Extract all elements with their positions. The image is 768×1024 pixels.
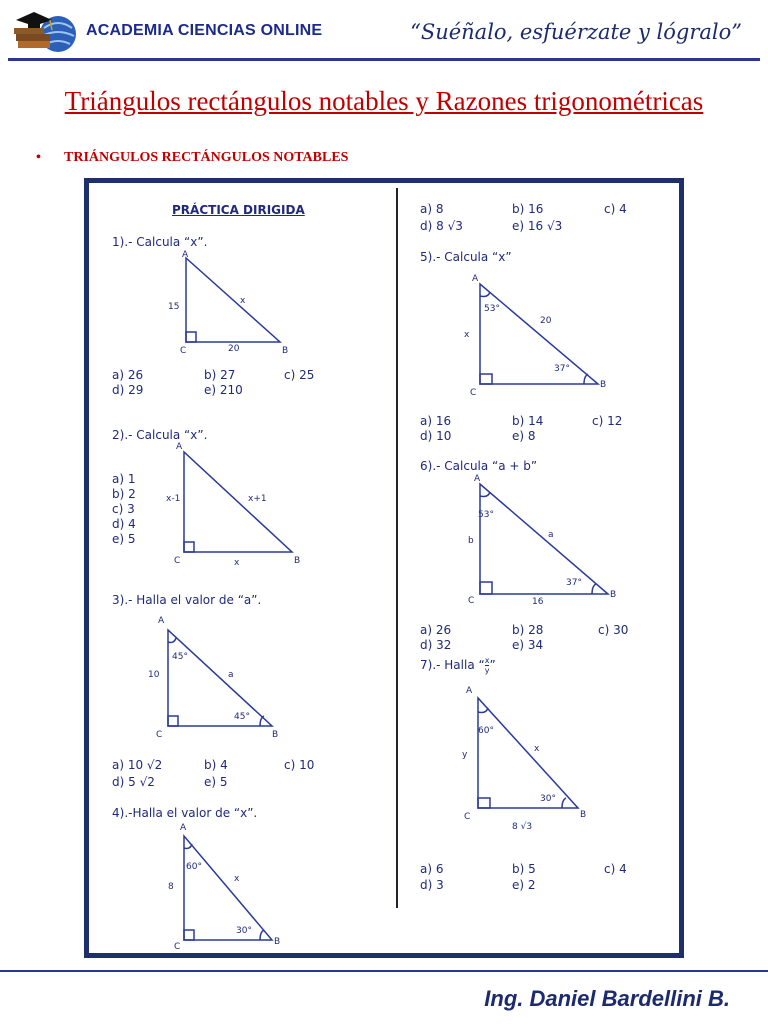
p7-option-a[interactable]: a) 6 <box>420 862 444 876</box>
p7-angle-a: 60° <box>478 726 494 736</box>
footer-divider <box>0 970 768 972</box>
p4-vertex-b: B <box>274 937 281 947</box>
p1-vertex-c: C <box>180 346 187 356</box>
p2-side-x-1: x-1 <box>166 494 181 504</box>
p6-vertex-b: B <box>610 590 617 600</box>
p6-angle-b: 37° <box>566 578 582 588</box>
p3-hyp-a: a <box>228 670 234 680</box>
p1-hyp-x: x <box>240 296 246 306</box>
p4-option-d[interactable]: d) 8 √3 <box>420 219 463 233</box>
p5-vertex-c: C <box>470 388 477 398</box>
footer-author: Ing. Daniel Bardellini B. <box>484 986 730 1011</box>
problem-7-question <box>420 656 496 675</box>
p4-side-8: 8 <box>168 882 174 892</box>
p4-hyp-x: x <box>234 874 240 884</box>
p4-vertex-c: C <box>174 942 181 952</box>
p2-vertex-a: A <box>176 442 183 452</box>
p6-side-16: 16 <box>532 597 544 607</box>
p7-question-suffix: ” <box>489 658 496 672</box>
p3-side-10: 10 <box>148 670 160 680</box>
p2-vertex-c: C <box>174 556 181 566</box>
p7-vertex-b: B <box>580 810 587 820</box>
p7-option-b[interactable]: b) 5 <box>512 862 536 876</box>
page-title: Triángulos rectángulos notables y Razones trigonométricas <box>64 86 704 116</box>
p4-angle-a: 60° <box>186 862 202 872</box>
p3-option-a[interactable]: a) 10 √2 <box>112 758 163 772</box>
problem-4-question: 4).-Halla el valor de “x”. <box>112 806 258 820</box>
p5-angle-a: 53° <box>484 304 500 314</box>
column-divider <box>396 188 398 908</box>
problem-6-question: 6).- Calcula “a + b” <box>420 459 538 473</box>
p3-vertex-a: A <box>158 616 165 626</box>
p1-option-e[interactable]: e) 210 <box>204 383 243 397</box>
p2-option-d[interactable]: d) 4 <box>112 517 136 531</box>
p6-option-e[interactable]: e) 34 <box>512 638 544 652</box>
p2-option-a[interactable]: a) 1 <box>112 472 136 486</box>
p5-angle-b: 37° <box>554 364 570 374</box>
p3-angle-a: 45° <box>172 652 188 662</box>
p7-option-e[interactable]: e) 2 <box>512 878 536 892</box>
p4-option-c[interactable]: c) 4 <box>604 202 627 216</box>
page-header <box>0 0 768 66</box>
p7-frac-num: x <box>484 656 490 665</box>
p2-option-b[interactable]: b) 2 <box>112 487 136 501</box>
p1-option-c[interactable]: c) 25 <box>284 368 315 382</box>
p6-option-b[interactable]: b) 28 <box>512 623 544 637</box>
problem-5-question: 5).- Calcula “x” <box>420 250 512 264</box>
brand-name: ACADEMIA CIENCIAS ONLINE <box>86 22 323 39</box>
p6-option-a[interactable]: a) 26 <box>420 623 452 637</box>
problem-2-question: 2).- Calcula “x”. <box>112 428 208 442</box>
p5-vertex-a: A <box>472 274 479 284</box>
p7-hyp-x: x <box>534 744 540 754</box>
p3-vertex-b: B <box>272 730 279 740</box>
p6-angle-a: 53° <box>478 510 494 520</box>
p4-option-b[interactable]: b) 16 <box>512 202 544 216</box>
p2-side-x: x <box>234 558 240 568</box>
section-heading-text: TRIÁNGULOS RECTÁNGULOS NOTABLES <box>64 150 349 165</box>
p1-option-d[interactable]: d) 29 <box>112 383 144 397</box>
p7-option-c[interactable]: c) 4 <box>604 862 627 876</box>
p3-option-e[interactable]: e) 5 <box>204 775 228 789</box>
header-divider <box>8 58 760 61</box>
p2-option-c[interactable]: c) 3 <box>112 502 135 516</box>
p5-option-e[interactable]: e) 8 <box>512 429 536 443</box>
p6-option-d[interactable]: d) 32 <box>420 638 452 652</box>
p7-vertex-c: C <box>464 812 471 822</box>
p7-question-prefix: 7).- Halla “ <box>420 658 485 672</box>
p7-side-y: y <box>462 750 468 760</box>
p4-angle-b: 30° <box>236 926 252 936</box>
p2-hyp-x+1: x+1 <box>248 494 267 504</box>
p7-vertex-a: A <box>466 686 473 696</box>
p6-hyp-a: a <box>548 530 554 540</box>
section-heading <box>36 150 348 166</box>
p4-option-e[interactable]: e) 16 √3 <box>512 219 563 233</box>
bullet-icon: • <box>36 150 41 165</box>
p3-option-d[interactable]: d) 5 √2 <box>112 775 155 789</box>
p3-angle-b: 45° <box>234 712 250 722</box>
p3-vertex-c: C <box>156 730 163 740</box>
p3-option-c[interactable]: c) 10 <box>284 758 315 772</box>
p3-option-b[interactable]: b) 4 <box>204 758 228 772</box>
problem-1-question: 1).- Calcula “x”. <box>112 235 208 249</box>
p4-vertex-a: A <box>180 823 187 833</box>
p5-vertex-b: B <box>600 380 607 390</box>
p1-vertex-b: B <box>282 346 289 356</box>
p4-option-a[interactable]: a) 8 <box>420 202 444 216</box>
p6-option-c[interactable]: c) 30 <box>598 623 629 637</box>
p7-side-8root3: 8 √3 <box>512 822 533 832</box>
academy-logo-icon <box>10 4 82 54</box>
p5-option-d[interactable]: d) 10 <box>420 429 452 443</box>
p5-option-a[interactable]: a) 16 <box>420 414 452 428</box>
practice-frame <box>84 178 684 958</box>
p1-vertex-a: A <box>182 250 189 260</box>
p2-option-e[interactable]: e) 5 <box>112 532 136 546</box>
motto: “Suéñalo, esfuérzate y lógralo” <box>410 20 742 44</box>
p5-option-c[interactable]: c) 12 <box>592 414 623 428</box>
p6-vertex-a: A <box>474 474 481 484</box>
p1-side-15: 15 <box>168 302 180 312</box>
practice-title: PRÁCTICA DIRIGIDA <box>172 203 305 217</box>
p6-vertex-c: C <box>468 596 475 606</box>
p5-side-x: x <box>464 330 470 340</box>
p7-frac-den: y <box>484 666 490 675</box>
p2-vertex-b: B <box>294 556 301 566</box>
p1-option-b[interactable]: b) 27 <box>204 368 236 382</box>
problem-3-question: 3).- Halla el valor de “a”. <box>112 593 262 607</box>
p7-angle-b: 30° <box>540 794 556 804</box>
p5-hyp-20: 20 <box>540 316 552 326</box>
p5-option-b[interactable]: b) 14 <box>512 414 544 428</box>
p1-side-20: 20 <box>228 344 240 354</box>
p1-option-a[interactable]: a) 26 <box>112 368 144 382</box>
p7-option-d[interactable]: d) 3 <box>420 878 444 892</box>
p6-side-b: b <box>468 536 474 546</box>
